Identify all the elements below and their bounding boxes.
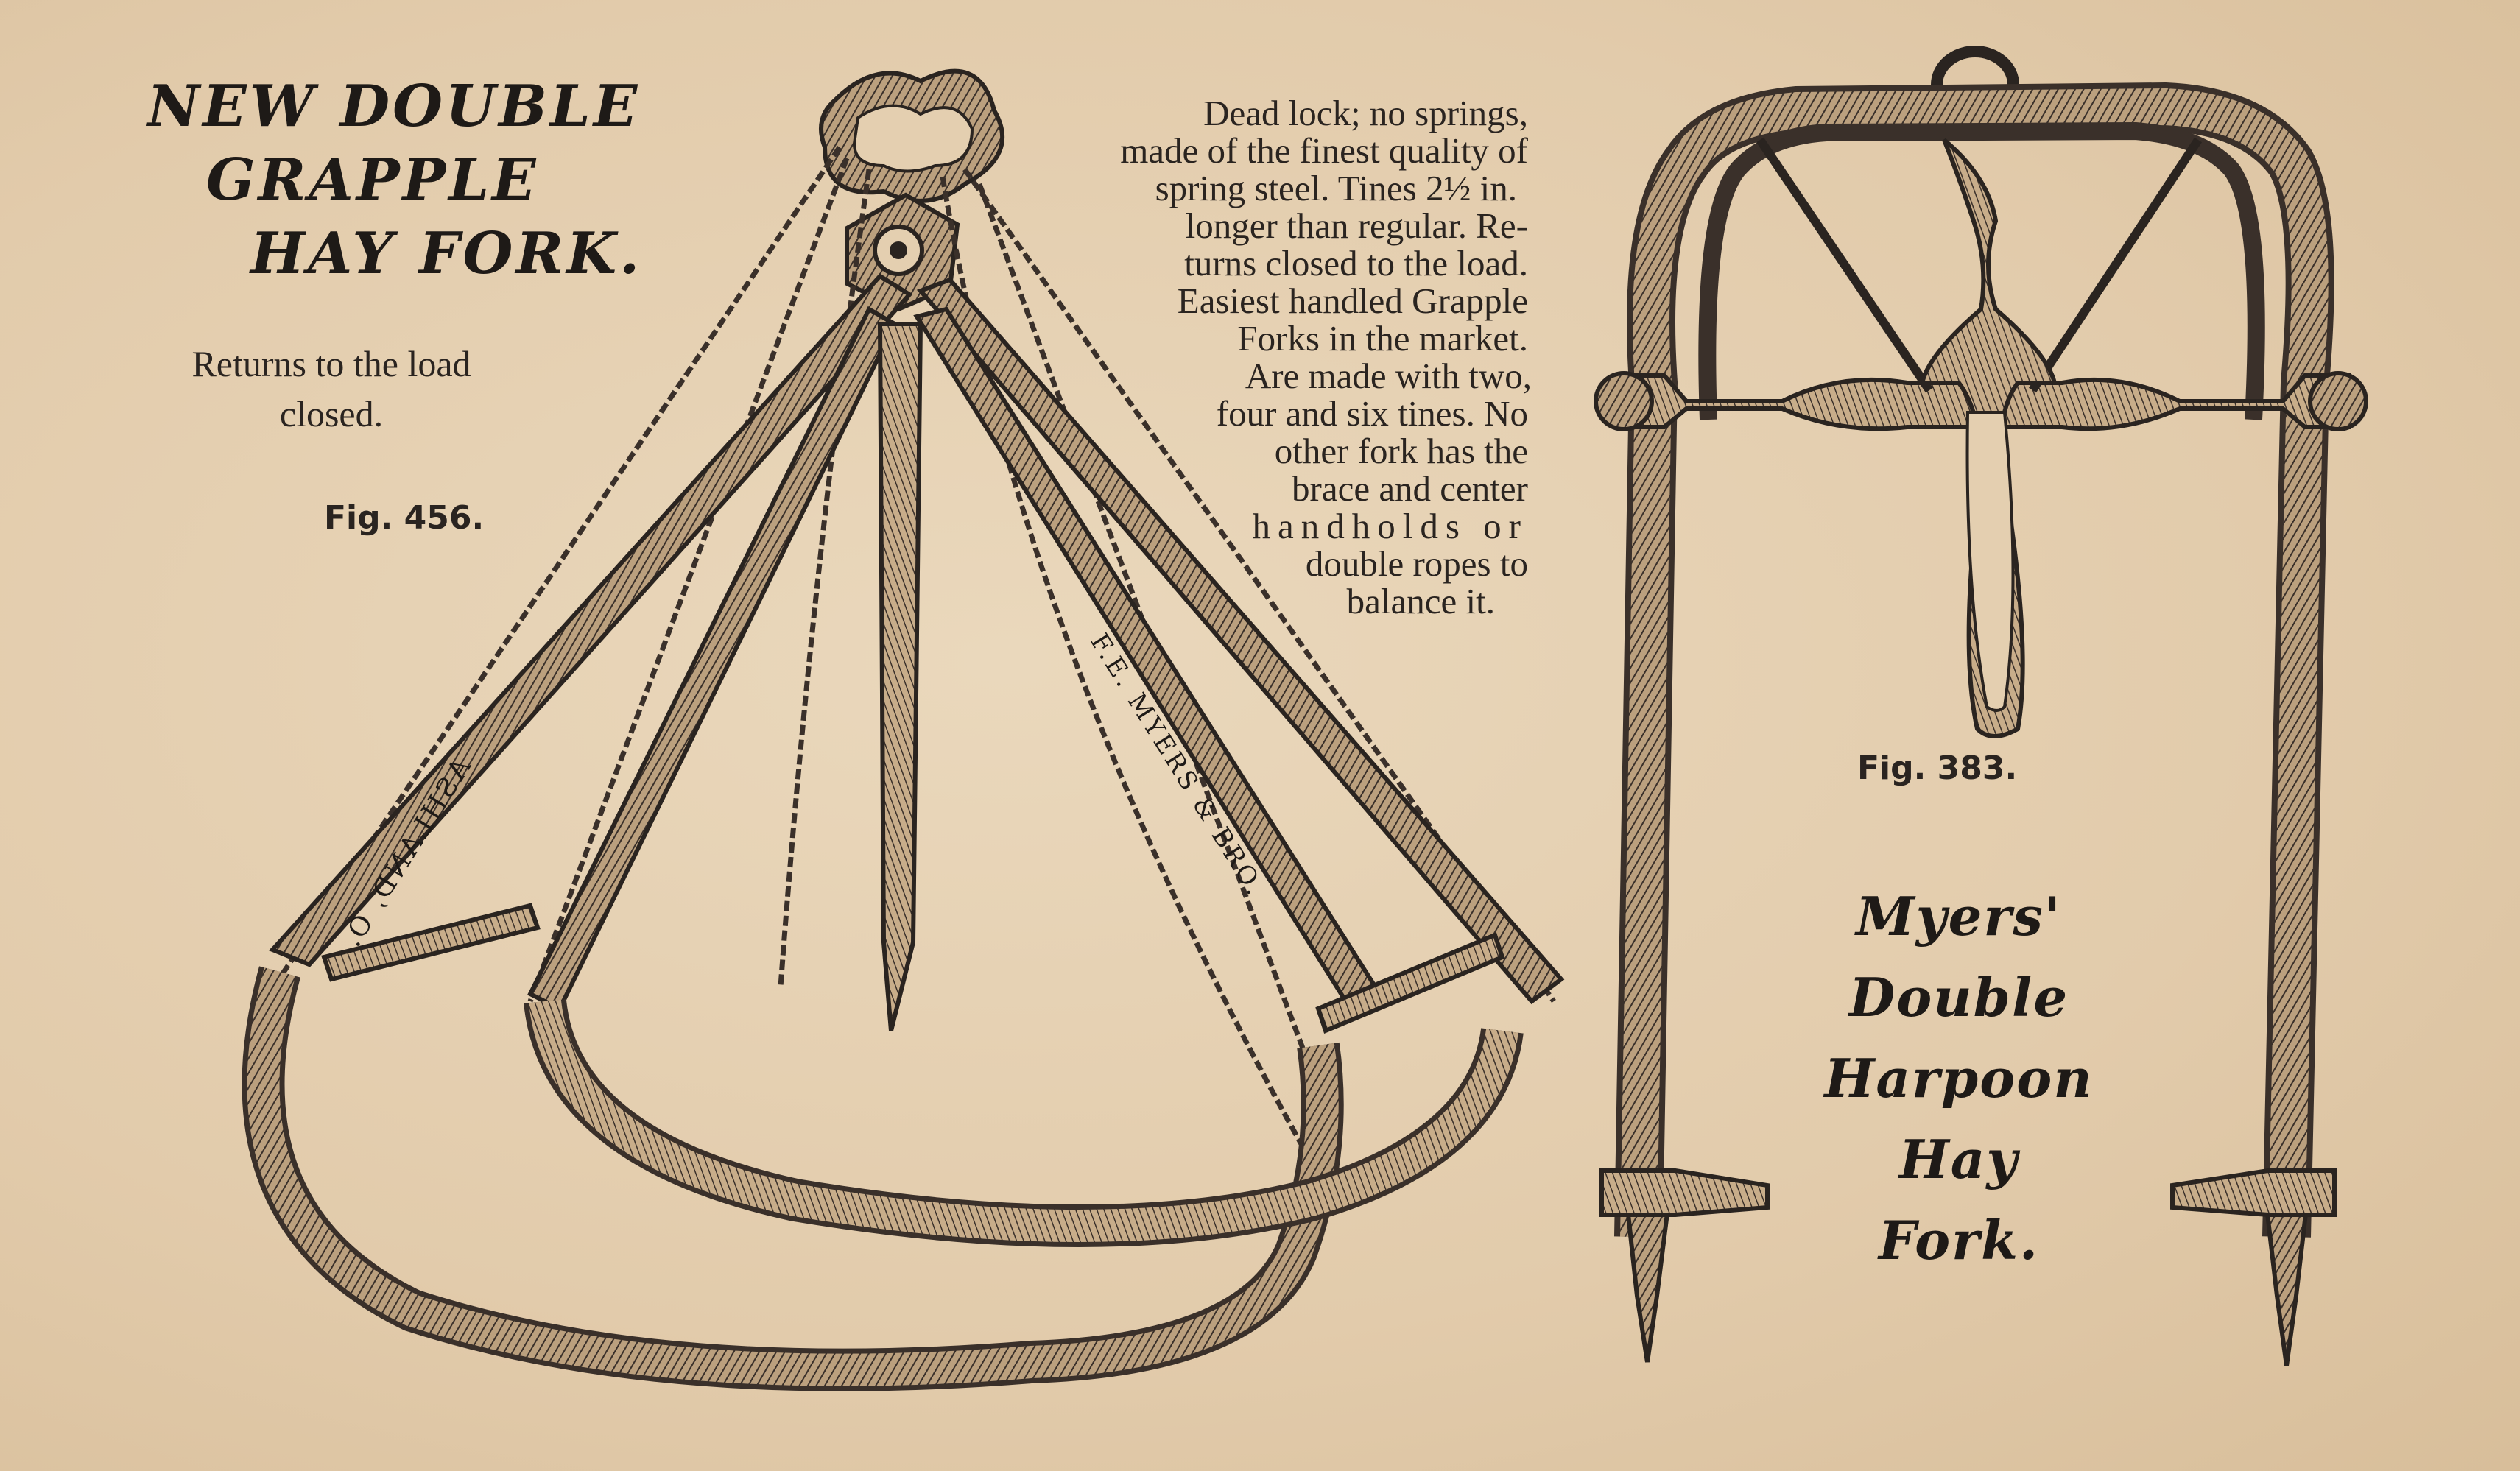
description-line: spring steel. Tines 2½ in. [1155, 168, 1517, 208]
grapple-fork-description [1020, 94, 2320, 620]
description-line: handholds or [1252, 506, 1528, 546]
title-line: Double [1848, 966, 2069, 1029]
description-line: Are made with two, [1245, 356, 1532, 396]
description-line: Forks in the market. [1237, 318, 1528, 359]
description-line: made of the finest quality of [1120, 130, 1528, 171]
title-line: Hay [1898, 1128, 2019, 1190]
harpoon-barb-left [1602, 1171, 1767, 1215]
title-line: HAY FORK. [250, 220, 643, 287]
title-line: Fork. [1878, 1209, 2040, 1271]
description-line: longer than regular. Re- [1185, 205, 1528, 246]
engraving-text-myers: F.E. MYERS & BRO. [1084, 628, 1271, 903]
description-line: Dead lock; no springs, [1203, 93, 1528, 133]
description-line: brace and center [1292, 468, 1528, 509]
description-line: double ropes to [1305, 543, 1528, 584]
note-line: closed. [279, 393, 384, 434]
harpoon-fork-title [1767, 876, 2150, 1281]
harpoon-barb-right [2172, 1171, 2334, 1215]
harpoon-tine-left [1627, 1207, 1668, 1362]
grapple-fork-title [140, 70, 744, 291]
figure-label-383: Fig. 383. [1857, 749, 2018, 787]
grapple-fork-note [125, 339, 538, 439]
description-line: four and six tines. No [1216, 393, 1528, 434]
description-line: turns closed to the load. [1184, 243, 1528, 283]
description-line: Easiest handled Grapple [1177, 281, 1528, 321]
description-line: balance it. [1346, 581, 1495, 621]
harpoon-tine-right [2267, 1207, 2306, 1366]
title-line: Myers' [1856, 885, 2062, 948]
title-line: GRAPPLE [206, 147, 539, 214]
figure-label-456: Fig. 456. [324, 499, 485, 537]
note-line: Returns to the load [191, 343, 471, 384]
engraving-text-ashland: ASHLAND, O. [335, 753, 477, 955]
title-line: Harpoon [1824, 1047, 2094, 1110]
description-line: other fork has the [1274, 431, 1528, 471]
title-line: NEW DOUBLE [147, 73, 641, 140]
grapple-fork-loops [264, 972, 1503, 1370]
